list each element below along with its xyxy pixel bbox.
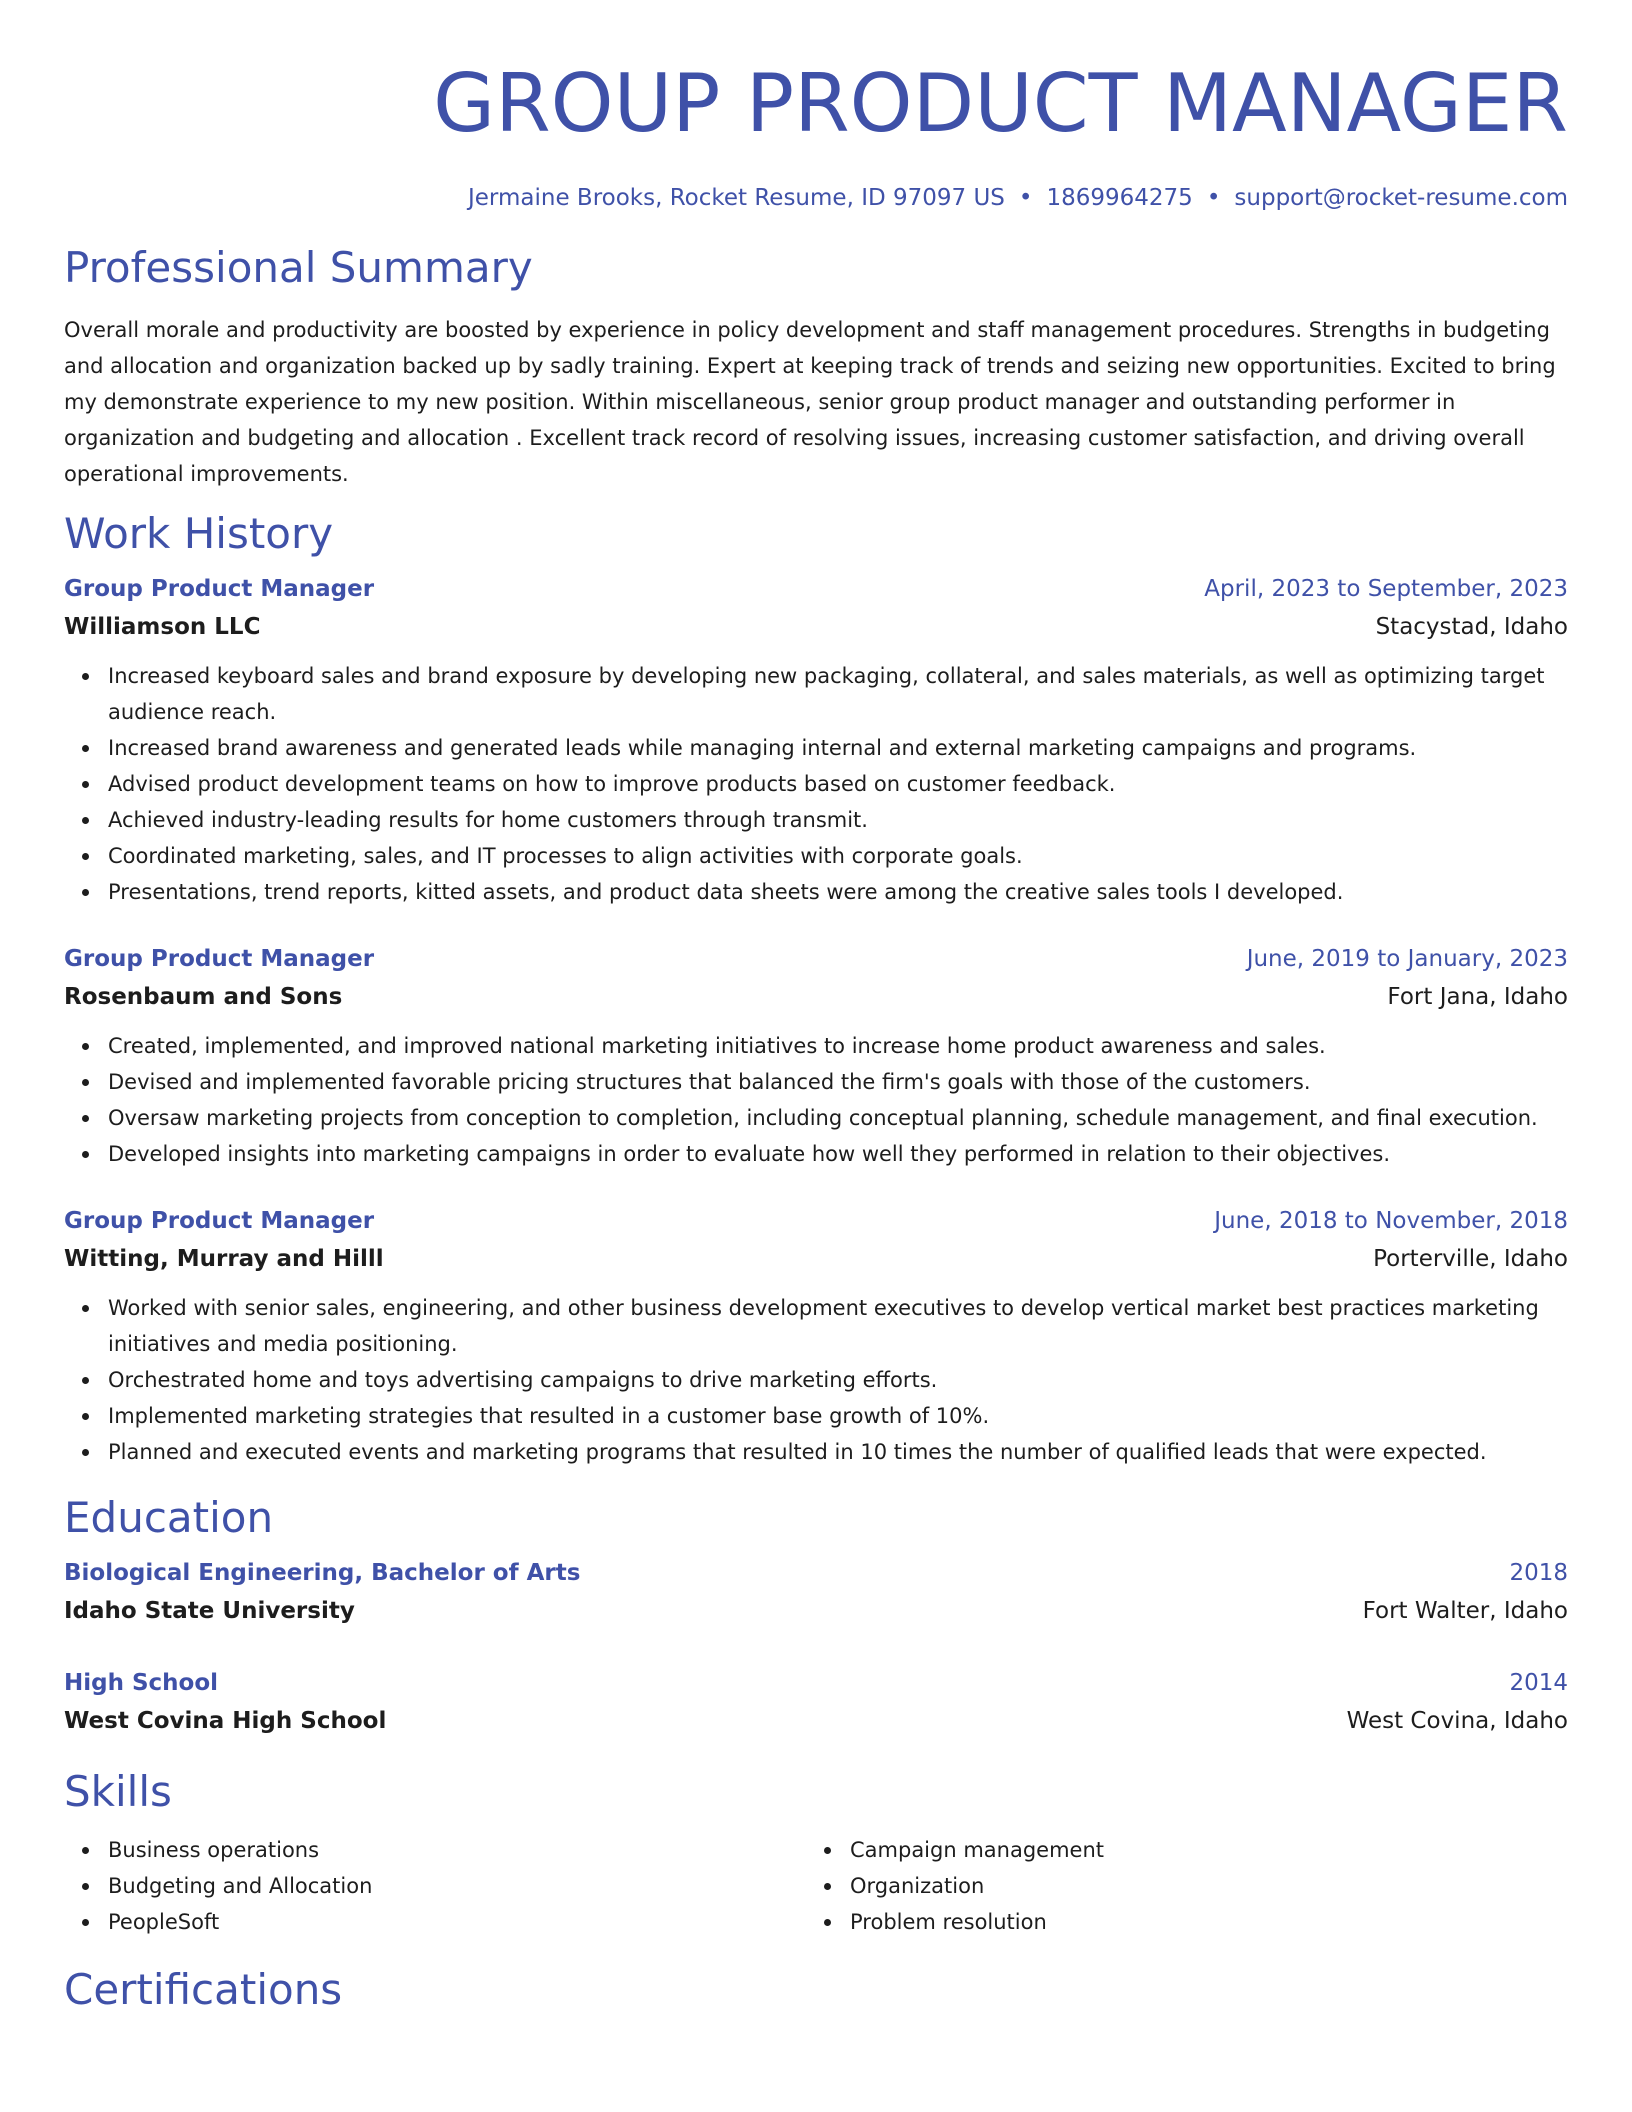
skills-list <box>64 1832 806 1940</box>
contact-line <box>64 182 1568 214</box>
job-bullet: Orchestrated home and toys advertising campaigns to drive marketing efforts. <box>108 1362 1568 1398</box>
education-location: West Covina, Idaho <box>1346 1708 1568 1734</box>
summary-section <box>64 242 1568 492</box>
job-bullet: Presentations, trend reports, kitted assets, and product data sheets were among the creative sales tools I developed. <box>108 874 1568 910</box>
skills-column-left <box>64 1832 806 1940</box>
job-company: Rosenbaum and Sons <box>64 984 343 1010</box>
job-entry <box>64 940 1568 1172</box>
certifications-heading: Certifications <box>64 1965 343 2014</box>
education-year: 2018 <box>1509 1560 1568 1586</box>
job-entry <box>64 570 1568 910</box>
job-entry <box>64 1202 1568 1470</box>
certifications-section <box>64 1964 1568 2016</box>
skill-item: PeopleSoft <box>108 1904 806 1940</box>
job-bullet: Planned and executed events and marketing programs that resulted in 10 times the number of qualified leads that were expected. <box>108 1434 1568 1470</box>
job-company: Williamson LLC <box>64 614 261 640</box>
job-bullet: Created, implemented, and improved national marketing initiatives to increase home product awareness and sales. <box>108 1028 1568 1064</box>
resume-page <box>64 0 1568 2016</box>
job-location: Stacystad, Idaho <box>1375 614 1568 640</box>
education-school: Idaho State University <box>64 1598 355 1624</box>
skills-list <box>806 1832 1548 1940</box>
contact-separator: • <box>1018 185 1033 211</box>
work-history-heading: Work History <box>64 509 334 558</box>
education-heading: Education <box>64 1493 274 1542</box>
job-role: Group Product Manager <box>64 1208 375 1234</box>
education-location: Fort Walter, Idaho <box>1362 1598 1568 1624</box>
job-bullet: Developed insights into marketing campaigns in order to evaluate how well they performed in relation to their objectives. <box>108 1136 1568 1172</box>
skill-item: Organization <box>850 1868 1548 1904</box>
job-dates: June, 2019 to January, 2023 <box>1246 946 1568 972</box>
contact-email[interactable]: support@rocket-resume.com <box>1234 185 1568 211</box>
summary-text: Overall morale and productivity are boosted by experience in policy development and staff management procedures. Strengths in budgeting and allocation and organization backed up by sadly training. Expert at keeping track of trends and seizing new opportunities. Excited to bring my demonstrate experience to my new position. Within miscellaneous, senior group product manager and outstanding performer in organization and budgeting and allocation . Excellent track record of resolving issues, increasing customer satisfaction, and driving overall operational improvements. <box>64 318 1556 486</box>
education-section <box>64 1492 1568 1740</box>
job-bullet: Oversaw marketing projects from conception to completion, including conceptual planning, schedule management, and final execution. <box>108 1100 1568 1136</box>
skill-item: Budgeting and Allocation <box>108 1868 806 1904</box>
job-bullet: Increased brand awareness and generated leads while managing internal and external marketing campaigns and programs. <box>108 730 1568 766</box>
contact-phone: 1869964275 <box>1046 185 1193 211</box>
contact-separator: • <box>1206 185 1221 211</box>
education-year: 2014 <box>1509 1670 1568 1696</box>
education-school: West Covina High School <box>64 1708 387 1734</box>
skills-heading: Skills <box>64 1767 172 1816</box>
resume-title: GROUP PRODUCT MANAGER <box>433 57 1568 150</box>
skill-item: Campaign management <box>850 1832 1548 1868</box>
education-degree: Biological Engineering, Bachelor of Arts <box>64 1560 581 1586</box>
job-dates: June, 2018 to November, 2018 <box>1214 1208 1568 1234</box>
work-history-section <box>64 508 1568 1470</box>
skills-section <box>64 1766 1568 1940</box>
skill-item: Problem resolution <box>850 1904 1548 1940</box>
skills-column-right <box>806 1832 1548 1940</box>
job-bullet: Increased keyboard sales and brand exposure by developing new packaging, collateral, and sales materials, as well as optimizing target audience reach. <box>108 658 1568 730</box>
contact-address: Jermaine Brooks, Rocket Resume, ID 97097 US <box>468 185 1005 211</box>
job-role: Group Product Manager <box>64 946 375 972</box>
job-bullet: Advised product development teams on how to improve products based on customer feedback. <box>108 766 1568 802</box>
job-location: Fort Jana, Idaho <box>1387 984 1568 1010</box>
job-bullets <box>64 1290 1568 1470</box>
job-role: Group Product Manager <box>64 576 375 602</box>
education-entry <box>64 1554 1568 1630</box>
job-bullets <box>64 658 1568 910</box>
job-location: Porterville, Idaho <box>1373 1246 1568 1272</box>
job-bullet: Implemented marketing strategies that resulted in a customer base growth of 10%. <box>108 1398 1568 1434</box>
job-bullet: Achieved industry-leading results for home customers through transmit. <box>108 802 1568 838</box>
job-bullets <box>64 1028 1568 1172</box>
job-dates: April, 2023 to September, 2023 <box>1204 576 1568 602</box>
skill-item: Business operations <box>108 1832 806 1868</box>
job-bullet: Worked with senior sales, engineering, and other business development executives to develop vertical market best practices marketing initiatives and media positioning. <box>108 1290 1568 1362</box>
job-company: Witting, Murray and Hilll <box>64 1246 384 1272</box>
education-degree: High School <box>64 1670 219 1696</box>
job-bullet: Coordinated marketing, sales, and IT processes to align activities with corporate goals. <box>108 838 1568 874</box>
skills-grid <box>64 1832 1568 1940</box>
education-entry <box>64 1664 1568 1740</box>
job-bullet: Devised and implemented favorable pricing structures that balanced the firm's goals with those of the customers. <box>108 1064 1568 1100</box>
summary-heading: Professional Summary <box>64 243 533 292</box>
